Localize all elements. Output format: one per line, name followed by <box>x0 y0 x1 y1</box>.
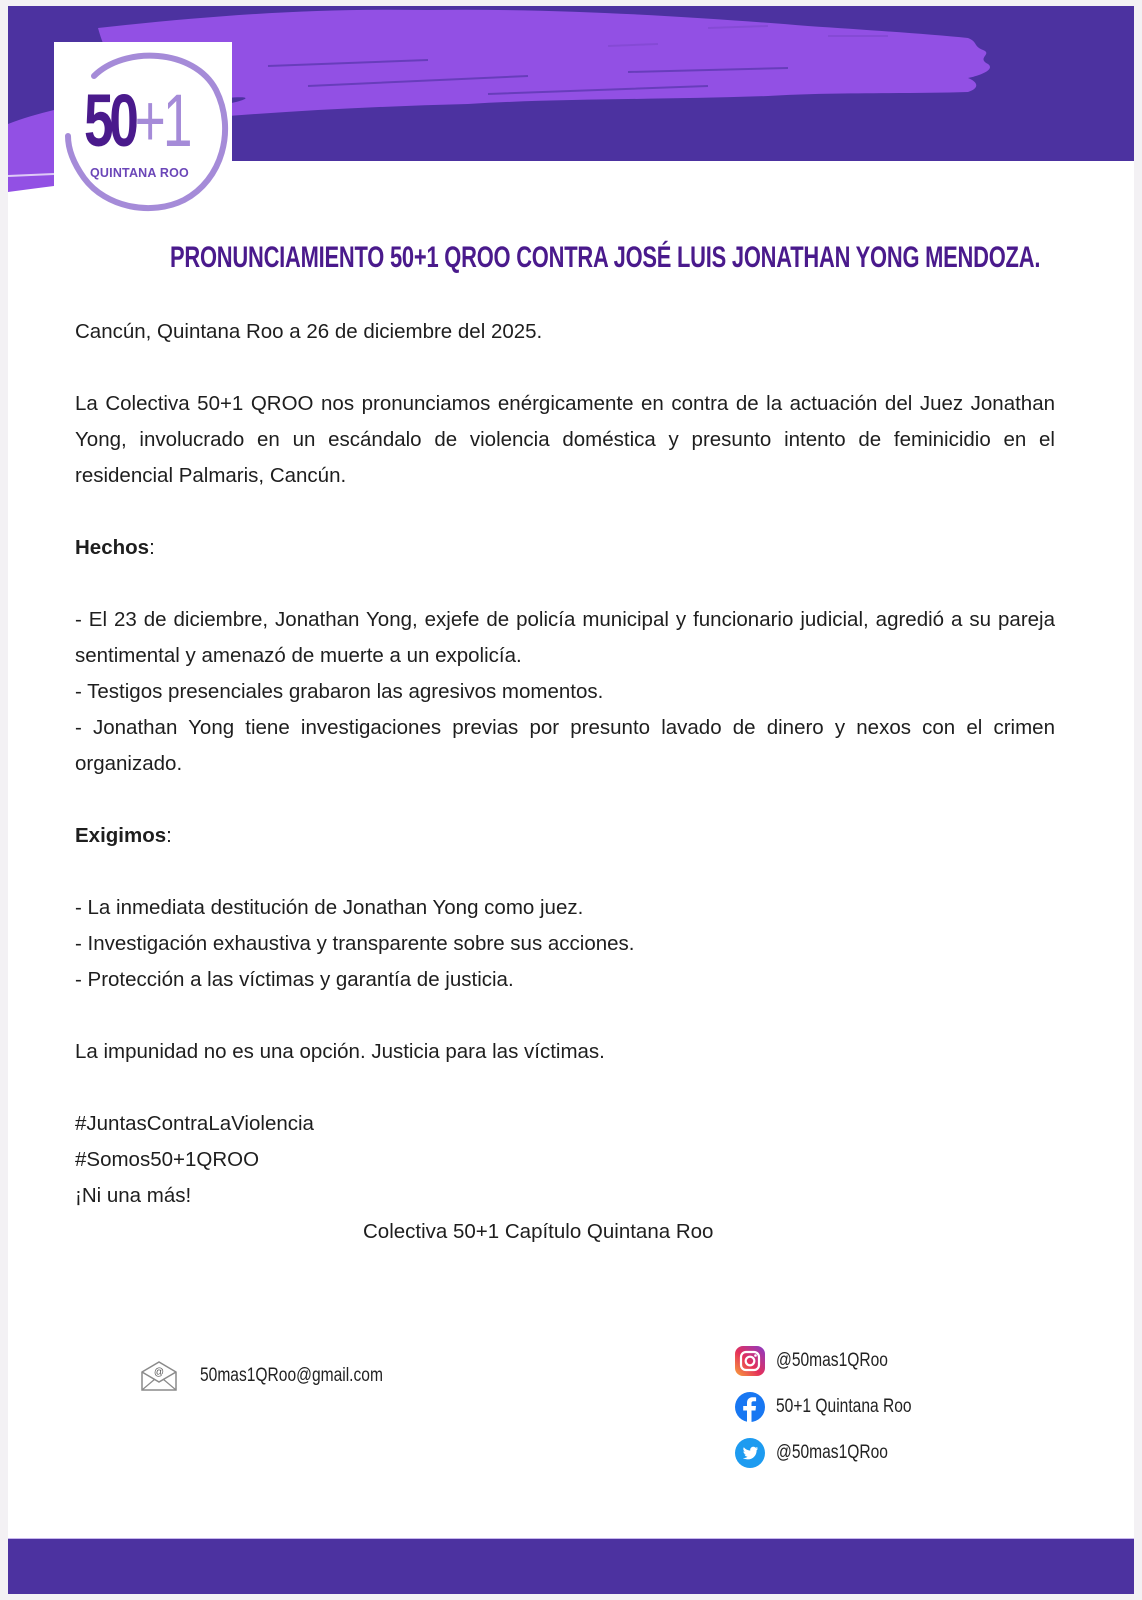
facebook-page[interactable]: 50+1 Quintana Roo <box>776 1396 912 1417</box>
twitter-handle[interactable]: @50mas1QRoo <box>776 1442 888 1463</box>
exigimos-item: - Protección a las víctimas y garantía de justicia. <box>75 968 514 991</box>
twitter-link[interactable] <box>734 1430 941 1476</box>
dateline: Cancún, Quintana Roo a 26 de diciembre del 2025. <box>75 320 543 343</box>
exigimos-heading <box>75 818 1055 854</box>
footer-bar <box>8 1538 1134 1594</box>
slogan: ¡Ni una más! <box>75 1184 192 1207</box>
exigimos-item: - La inmediata destitución de Jonathan Yong como juez. <box>75 896 584 919</box>
exigimos-colon: : <box>166 824 172 847</box>
instagram-icon <box>734 1345 766 1377</box>
instagram-link[interactable] <box>734 1338 941 1384</box>
social-links <box>734 1338 941 1476</box>
facebook-icon <box>734 1391 766 1423</box>
page-title: PRONUNCIAMIENTO 50+1 QROO CONTRA JOSÉ LUIS JONATHAN YONG MENDOZA. <box>170 241 1041 274</box>
logo-number <box>84 79 190 162</box>
svg-text:@: @ <box>153 1367 165 1378</box>
logo-fifty: 50 <box>84 79 135 162</box>
hechos-item: - Testigos presenciales grabaron las agresivos momentos. <box>75 680 604 703</box>
signature: Colectiva 50+1 Capítulo Quintana Roo <box>363 1220 714 1243</box>
envelope-at-icon <box>140 1360 178 1392</box>
left-brush-strip <box>8 6 54 198</box>
exigimos-heading-text: Exigimos <box>75 824 167 847</box>
email-address[interactable]: 50mas1QRoo@gmail.com <box>200 1365 383 1386</box>
intro-paragraph: La Colectiva 50+1 QROO nos pronunciamos enérgicamente en contra de la actuación del Juez Jonathan Yong, involucrado en un escándalo de violencia doméstica y presunto intento de feminicidio en el residencial Palmaris, Cancún. <box>75 392 1055 487</box>
hashtag[interactable]: #JuntasContraLaViolencia <box>75 1112 314 1135</box>
logo-plus-one: +1 <box>134 79 190 162</box>
hechos-item: - El 23 de diciembre, Jonathan Yong, exjefe de policía municipal y funcionario judicial, agredió a su pareja sentimental y amenazó de muerte a un expolicía. <box>75 608 1055 667</box>
closing-statement: La impunidad no es una opción. Justicia para las víctimas. <box>75 1040 605 1063</box>
email-contact[interactable] <box>140 1360 423 1392</box>
exigimos-item: - Investigación exhaustiva y transparente sobre sus acciones. <box>75 932 635 955</box>
hechos-colon: : <box>149 536 155 559</box>
logo <box>54 42 232 214</box>
letter-page <box>8 6 1134 1594</box>
logo-subtitle: QUINTANA ROO <box>90 166 189 180</box>
hechos-heading <box>75 530 1055 566</box>
letter-body <box>75 314 1055 1250</box>
hashtag[interactable]: #Somos50+1QROO <box>75 1148 260 1171</box>
instagram-handle[interactable]: @50mas1QRoo <box>776 1350 888 1371</box>
hechos-item: - Jonathan Yong tiene investigaciones previas por presunto lavado de dinero y nexos con el crimen organizado. <box>75 716 1055 775</box>
facebook-link[interactable] <box>734 1384 941 1430</box>
hechos-heading-text: Hechos <box>75 536 150 559</box>
twitter-icon <box>734 1437 766 1469</box>
